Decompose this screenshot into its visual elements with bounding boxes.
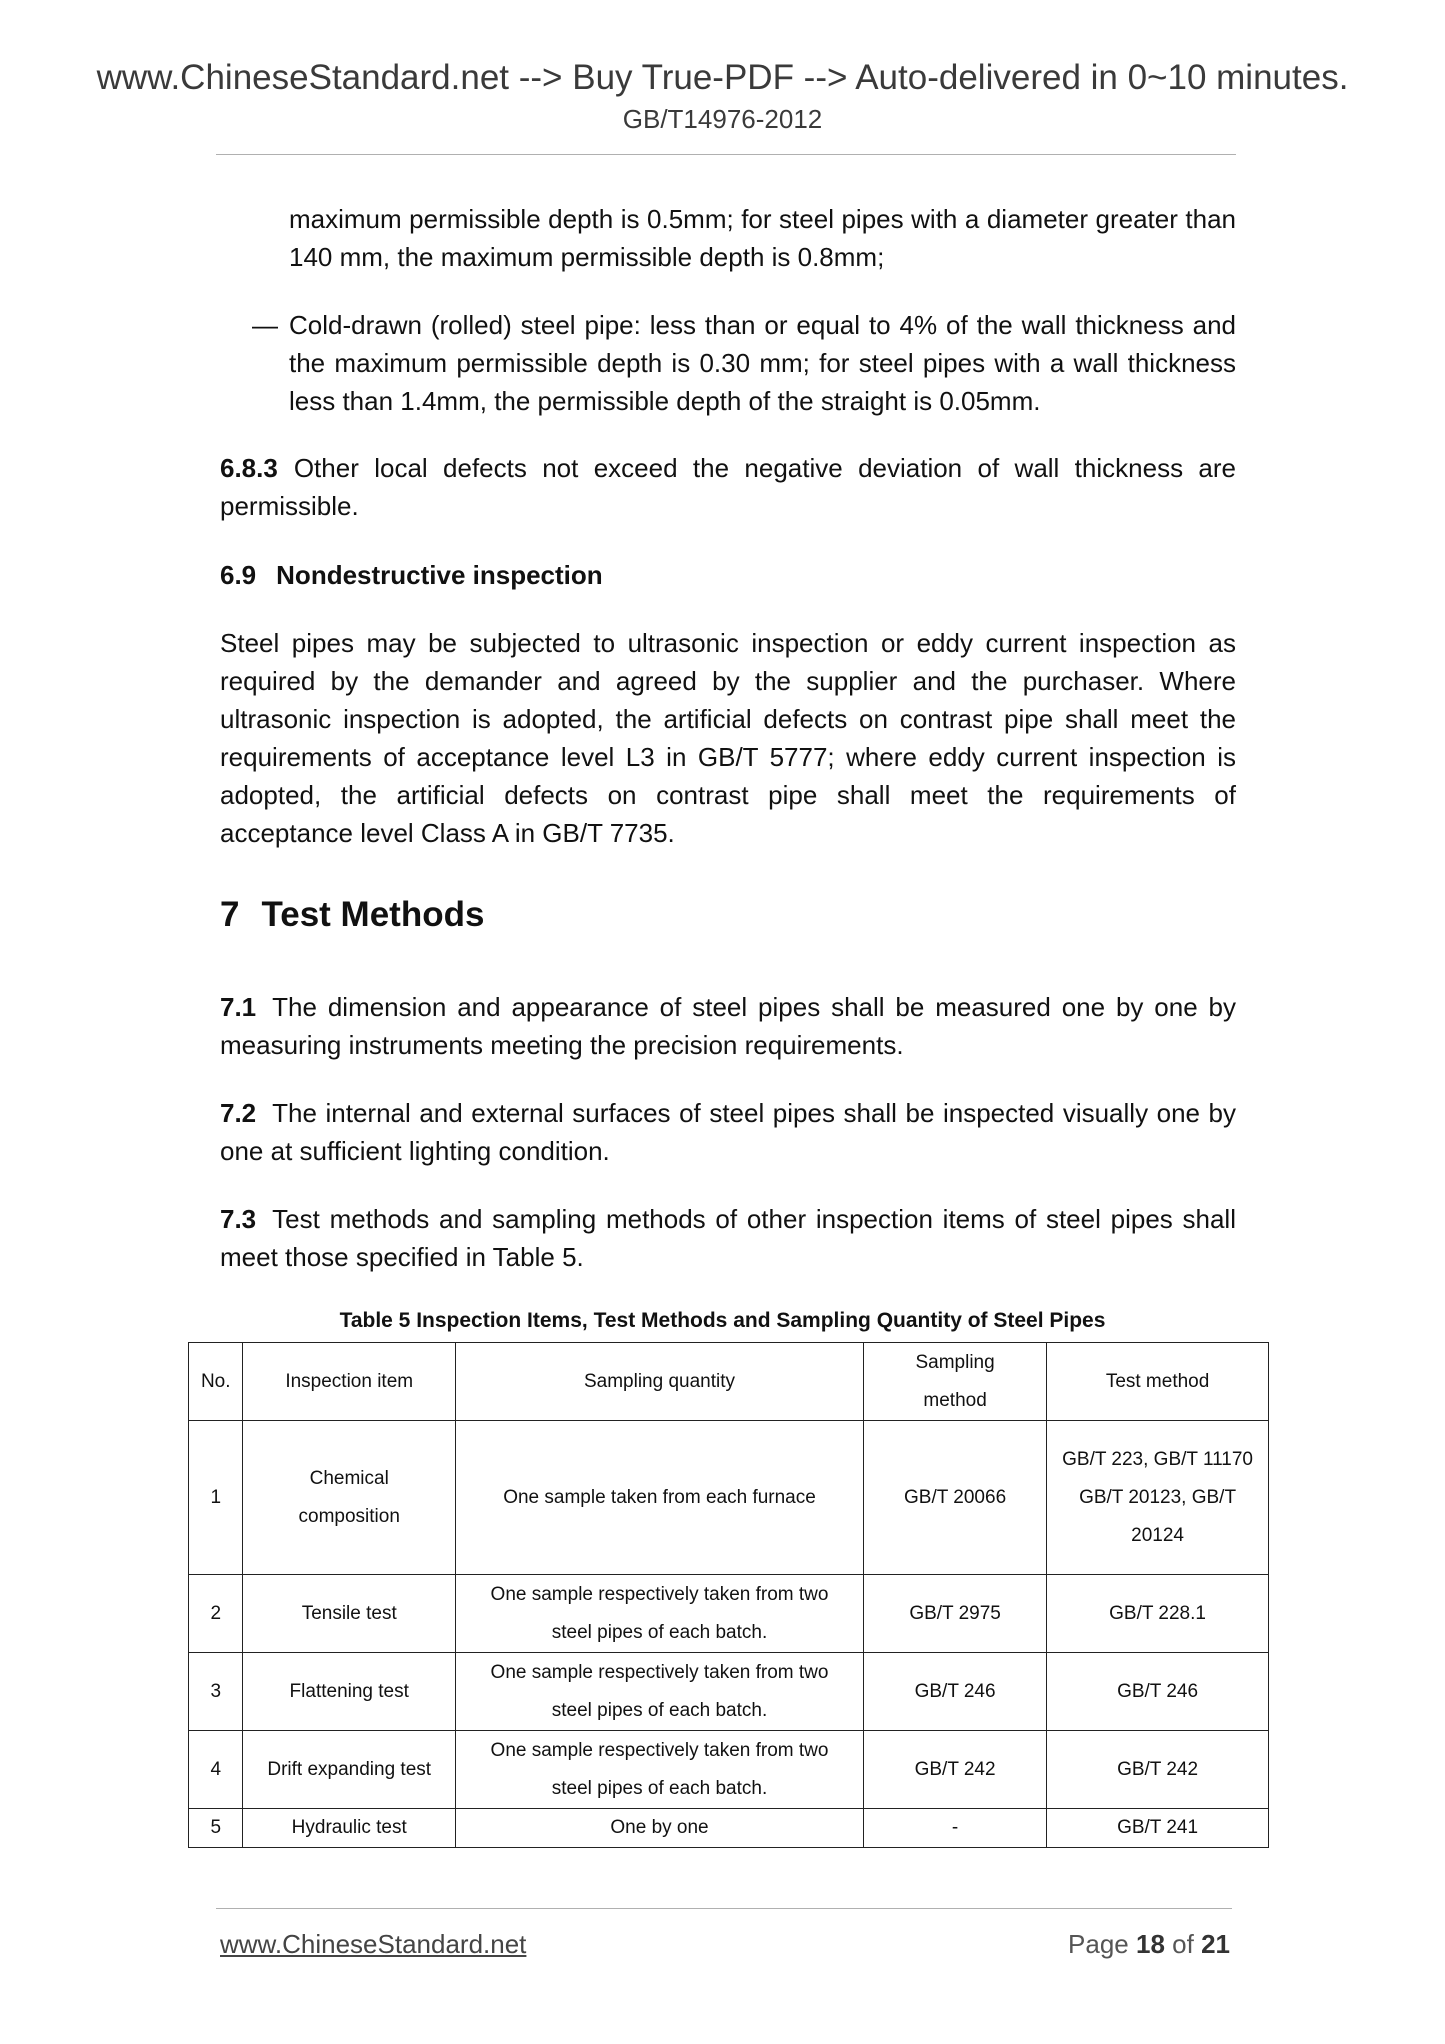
inspection-table [188, 1342, 1269, 1848]
table-row [189, 1731, 1269, 1809]
table-cell: GB/T 246 [1047, 1653, 1269, 1731]
table-cell: Tensile test [243, 1575, 456, 1653]
footer-site-link[interactable]: www.ChineseStandard.net [220, 1929, 527, 1959]
footer-divider [216, 1908, 1232, 1909]
table-cell: 5 [189, 1809, 243, 1848]
section-title: Nondestructive inspection [276, 560, 603, 590]
table-caption: Table 5 Inspection Items, Test Methods and Sampling Quantity of Steel Pipes [339, 1309, 1106, 1332]
table-row [189, 1421, 1269, 1575]
table-cell: GB/T 2975 [864, 1575, 1047, 1653]
table-cell: - [864, 1809, 1047, 1848]
clause-7-3 [220, 1200, 1236, 1276]
clause-text: Test methods and sampling methods of other inspection items of steel pipes shall meet those specified in Table 5. [220, 1204, 1236, 1272]
clause-7-2 [220, 1094, 1236, 1170]
table-cell: Hydraulic test [243, 1809, 456, 1848]
header-cell: No. [189, 1343, 243, 1421]
clause-text: The dimension and appearance of steel pipes shall be measured one by one by measuring instruments meeting the precision requirements. [220, 992, 1236, 1060]
table-cell: GB/T 241 [1047, 1809, 1269, 1848]
page-total: 21 [1201, 1929, 1230, 1959]
table-cell: GB/T 223, GB/T 11170 GB/T 20123, GB/T 20124 [1047, 1421, 1269, 1575]
table-cell: One sample respectively taken from two steel pipes of each batch. [455, 1575, 863, 1653]
clause-number: 7.3 [220, 1204, 257, 1234]
table-cell: 1 [189, 1421, 243, 1575]
header-doc-id: GB/T14976-2012 [622, 104, 823, 134]
footer-page-number [1068, 1929, 1230, 1960]
table-cell: GB/T 20066 [864, 1421, 1047, 1575]
header-divider [216, 154, 1236, 155]
header-cell: Sampling method [864, 1343, 1047, 1421]
table-cell: One sample respectively taken from two steel pipes of each batch. [455, 1653, 863, 1731]
of-word: of [1172, 1929, 1194, 1959]
paragraph-nondestructive: Steel pipes may be subjected to ultrasonic inspection or eddy current inspection as required by the demander and agreed by the supplier and the purchaser. Where ultrasonic inspection is adopted, the artificial defects on contrast pipe shall meet the requirements of acceptance level L3 in GB/T 5777; where eddy current inspection is adopted, the artificial defects on contrast pipe shall meet the requirements of acceptance level Class A in GB/T 7735. [220, 628, 1236, 848]
table-cell: GB/T 246 [864, 1653, 1047, 1731]
header-cell: Inspection item [243, 1343, 456, 1421]
table-cell: 2 [189, 1575, 243, 1653]
header-cell: Test method [1047, 1343, 1269, 1421]
clause-number: 7.2 [220, 1098, 257, 1128]
table-cell: Chemical composition [243, 1421, 456, 1575]
clause-text: Other local defects not exceed the negative deviation of wall thickness are permissible. [220, 453, 1236, 521]
table-cell: GB/T 242 [1047, 1731, 1269, 1809]
table-row [189, 1809, 1269, 1848]
page-current: 18 [1136, 1929, 1165, 1959]
section-number: 6.9 [220, 560, 257, 590]
clause-number: 6.8.3 [220, 453, 278, 483]
table-cell: Flattening test [243, 1653, 456, 1731]
table-row [189, 1653, 1269, 1731]
table-cell: One sample respectively taken from two steel pipes of each batch. [455, 1731, 863, 1809]
header-cell: Sampling quantity [455, 1343, 863, 1421]
chapter-title: Test Methods [261, 895, 485, 934]
table-cell: One by one [455, 1809, 863, 1848]
section-6-9-heading [220, 556, 1236, 594]
table-cell: Drift expanding test [243, 1731, 456, 1809]
chapter-number: 7 [220, 895, 240, 934]
clause-text: The internal and external surfaces of steel pipes shall be inspected visually one by one at sufficient lighting condition. [220, 1098, 1236, 1166]
paragraph-continuation: maximum permissible depth is 0.5mm; for steel pipes with a diameter greater than 140 mm, the maximum permissible depth is 0.8mm; [289, 204, 1236, 272]
header-banner: www.ChineseStandard.net --> Buy True-PDF --> Auto-delivered in 0~10 minutes. [96, 58, 1349, 97]
table-cell: One sample taken from each furnace [455, 1421, 863, 1575]
paragraph-cold-drawn: Cold-drawn (rolled) steel pipe: less than or equal to 4% of the wall thickness and the maximum permissible depth is 0.30 mm; for steel pipes with a wall thickness less than 1.4mm, the permissible depth of the straight is 0.05mm. [289, 310, 1236, 416]
table-cell: 3 [189, 1653, 243, 1731]
list-dash: — [252, 310, 278, 340]
clause-6-8-3 [220, 449, 1236, 525]
chapter-7-heading [220, 895, 484, 935]
page-word: Page [1068, 1929, 1129, 1959]
clause-number: 7.1 [220, 992, 257, 1022]
table-cell: 4 [189, 1731, 243, 1809]
table-header-row [189, 1343, 1269, 1421]
clause-7-1 [220, 988, 1236, 1064]
table-cell: GB/T 242 [864, 1731, 1047, 1809]
table-cell: GB/T 228.1 [1047, 1575, 1269, 1653]
table-row [189, 1575, 1269, 1653]
